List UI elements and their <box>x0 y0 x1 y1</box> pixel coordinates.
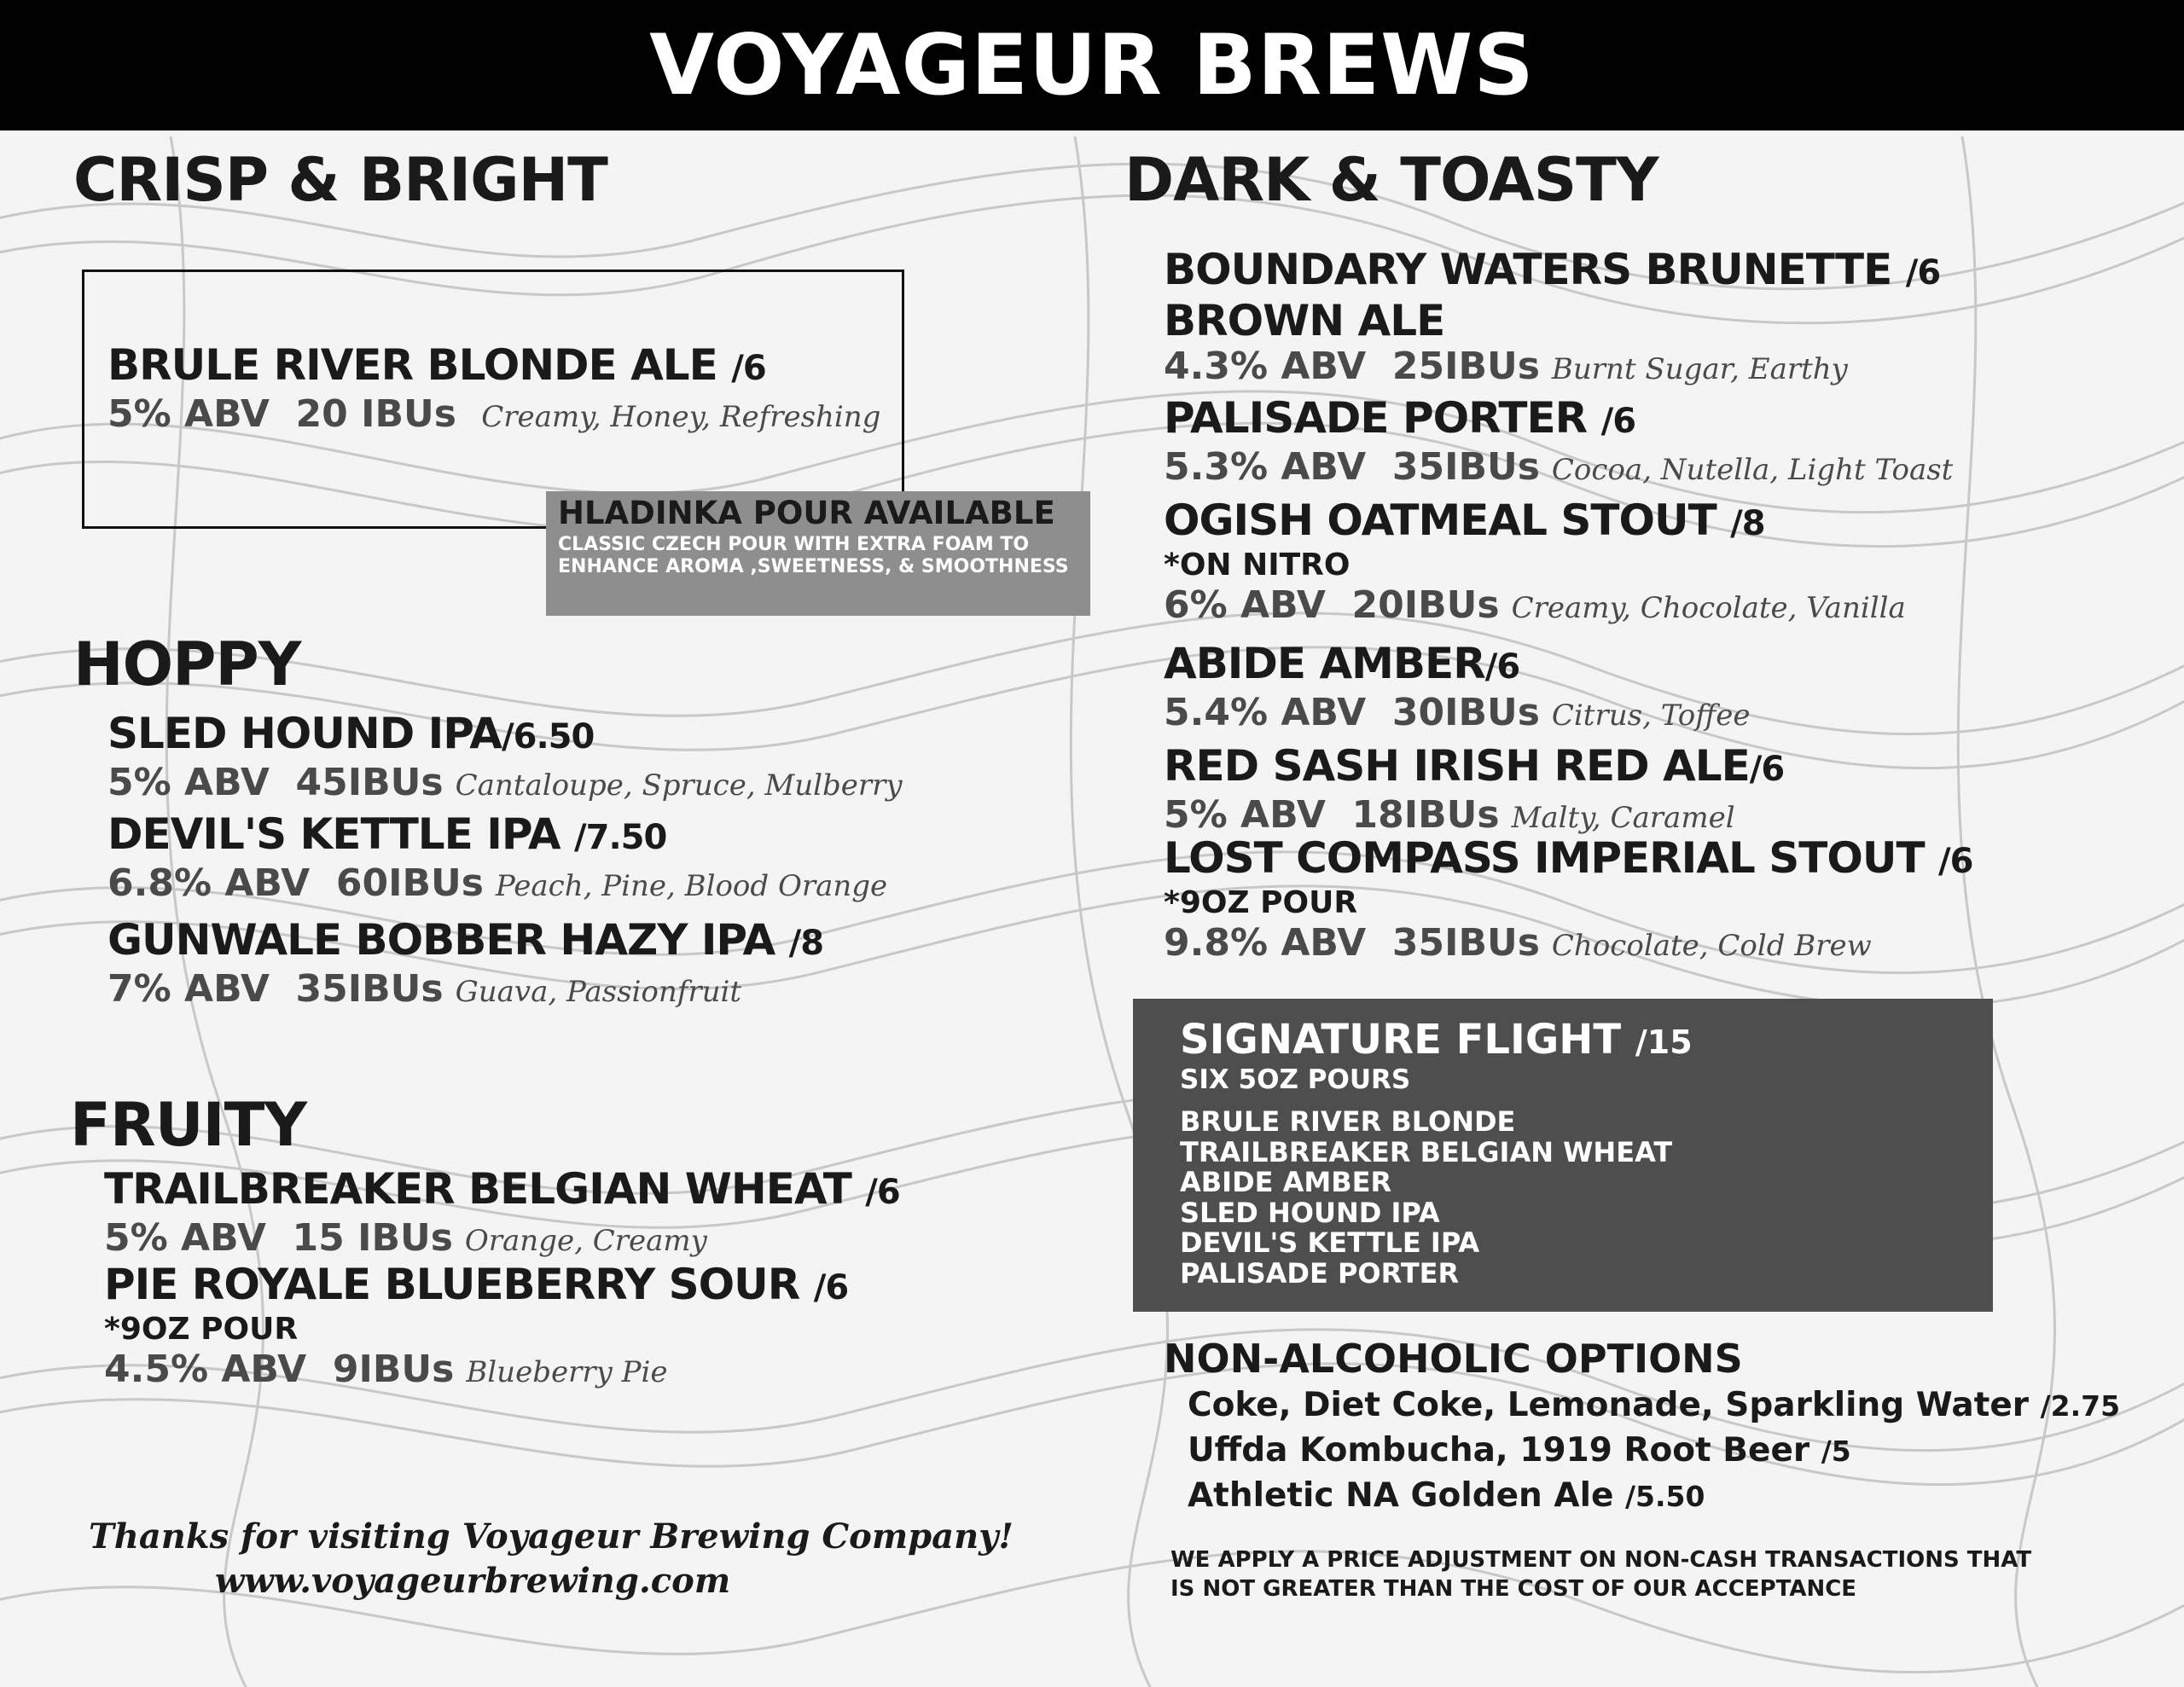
beer-price: /6 <box>813 1268 849 1307</box>
beer-item <box>107 916 823 1014</box>
beer-item <box>107 710 903 808</box>
beer-price: /6 <box>1600 402 1636 441</box>
beer-notes: Creamy, Honey, Refreshing <box>481 400 881 434</box>
beer-name <box>1164 246 1940 297</box>
beer-name-text: BRULE RIVER BLONDE ALE <box>107 340 717 390</box>
flight-item: TRAILBREAKER BELGIAN WHEAT <box>1180 1135 1673 1168</box>
beer-name-text: BOUNDARY WATERS BRUNETTE <box>1164 245 1892 294</box>
beer-subnote: *9OZ POUR <box>104 1312 299 1347</box>
beer-stats <box>104 1348 848 1394</box>
beer-notes: Blueberry Pie <box>466 1355 668 1389</box>
beer-subnote: *ON NITRO <box>1164 548 1350 583</box>
flight-item: SLED HOUND IPA <box>1180 1196 1440 1229</box>
beer-stats <box>1164 921 1972 968</box>
beer-notes: Citrus, Toffee <box>1551 699 1751 733</box>
beer-notes: Orange, Creamy <box>464 1224 707 1258</box>
beer-subnote: *9OZ POUR <box>1164 885 1358 920</box>
beer-abv: 5% ABV <box>107 392 270 436</box>
hladinka-description: CLASSIC CZECH POUR WITH EXTRA FOAM TO ENHANCE AROMA ,SWEETNESS, & SMOOTHNESS <box>558 534 1069 577</box>
beer-ibu: 20IBUs <box>1351 583 1500 627</box>
beer-ibu: 60IBUs <box>335 861 484 905</box>
beer-notes: Creamy, Chocolate, Vanilla <box>1511 591 1906 625</box>
beer-name <box>1164 496 1906 548</box>
flight-title-text: SIGNATURE FLIGHT <box>1180 1016 1622 1064</box>
beer-ibu: 9IBUs <box>332 1348 455 1391</box>
beer-ibu: 35IBUs <box>295 967 444 1011</box>
payment-disclaimer <box>1170 1545 2031 1603</box>
beer-price: /6.50 <box>502 717 595 757</box>
beer-stats <box>107 967 823 1014</box>
na-item <box>1188 1474 2120 1519</box>
beer-abv: 4.5% ABV <box>104 1348 307 1391</box>
thanks-text: Thanks for visiting Voyageur Brewing Company! <box>89 1516 1014 1557</box>
beer-price: /6 <box>1905 253 1941 293</box>
beer-item <box>107 810 887 908</box>
hladinka-callout <box>546 491 1090 616</box>
beer-name-text: OGISH OATMEAL STOUT <box>1164 496 1716 545</box>
beer-name <box>107 341 880 392</box>
beer-notes: Burnt Sugar, Earthy <box>1551 352 1848 386</box>
brand-title: VOYAGEUR BREWS <box>649 16 1535 114</box>
beer-item <box>1164 246 1940 391</box>
beer-stats <box>107 761 903 808</box>
signature-flight-box <box>1133 999 1993 1312</box>
beer-notes: Chocolate, Cold Brew <box>1551 929 1872 963</box>
beer-name-text: PALISADE PORTER <box>1164 393 1588 443</box>
beer-name <box>104 1165 900 1216</box>
beer-ibu: 20 IBUs <box>295 392 456 436</box>
beer-item <box>1164 640 1751 738</box>
beer-abv: 5% ABV <box>104 1216 266 1260</box>
beer-item <box>1164 394 1953 492</box>
beer-item <box>107 341 880 439</box>
beer-name-text: SLED HOUND IPA <box>107 709 502 758</box>
section-title-hoppy: HOPPY <box>73 629 301 699</box>
beer-name <box>1164 742 1784 793</box>
beer-price: /6 <box>1937 842 1973 881</box>
beer-name-text: GUNWALE BOBBER HAZY IPA <box>107 915 775 965</box>
beer-name <box>1164 834 1972 885</box>
beer-name-text: DEVIL'S KETTLE IPA <box>107 809 561 859</box>
beer-item <box>1164 496 1906 630</box>
beer-ibu: 35IBUs <box>1391 921 1540 965</box>
beer-stats <box>1164 691 1751 738</box>
beer-stats <box>1164 345 1940 391</box>
beer-price: /8 <box>1730 504 1765 543</box>
website-text: www.voyageurbrewing.com <box>214 1561 731 1601</box>
na-price: /2.75 <box>2040 1389 2121 1423</box>
beer-notes: Cantaloupe, Spruce, Mulberry <box>455 768 903 803</box>
beer-abv: 5% ABV <box>107 761 270 804</box>
beer-abv: 5.3% ABV <box>1164 445 1367 489</box>
beer-name <box>1164 640 1751 691</box>
non-alcoholic-title: NON-ALCOHOLIC OPTIONS <box>1164 1336 1743 1382</box>
beer-stats <box>107 861 887 908</box>
hladinka-title: HLADINKA POUR AVAILABLE <box>558 495 1055 531</box>
beer-notes: Guava, Passionfruit <box>455 975 742 1009</box>
beer-name <box>1164 394 1953 445</box>
beer-price: /6 <box>1749 750 1785 789</box>
na-item-name: Coke, Diet Coke, Lemonade, Sparkling Water <box>1188 1386 2030 1424</box>
beer-price: /6 <box>1484 647 1520 687</box>
na-item <box>1188 1383 2120 1429</box>
beer-abv: 4.3% ABV <box>1164 345 1367 388</box>
beer-name <box>104 1261 848 1312</box>
beer-name <box>107 710 903 761</box>
beer-notes: Malty, Caramel <box>1511 801 1735 835</box>
beer-ibu: 25IBUs <box>1391 345 1540 388</box>
beer-abv: 6% ABV <box>1164 583 1326 627</box>
flight-title <box>1180 1017 1993 1064</box>
beer-stats <box>104 1216 900 1263</box>
section-title-fruity: FRUITY <box>70 1090 307 1160</box>
beer-abv: 9.8% ABV <box>1164 921 1367 965</box>
beer-price: /6 <box>731 349 766 388</box>
na-item-name: Athletic NA Golden Ale <box>1188 1476 1614 1515</box>
beer-item <box>1164 834 1972 968</box>
beer-abv: 5.4% ABV <box>1164 691 1367 734</box>
beer-name <box>107 810 887 861</box>
beer-name-line2: BROWN ALE <box>1164 296 1445 345</box>
flight-item: ABIDE AMBER <box>1180 1166 1392 1198</box>
beer-price: /7.50 <box>574 818 667 857</box>
beer-item <box>1164 742 1784 840</box>
disclaimer-line1: WE APPLY A PRICE ADJUSTMENT ON NON-CASH TRANSACTIONS THAT <box>1170 1547 2032 1573</box>
na-price: /5 <box>1821 1435 1851 1468</box>
flight-item: DEVIL'S KETTLE IPA <box>1180 1226 1480 1259</box>
flight-subtitle: SIX 5OZ POURS <box>1180 1064 1411 1095</box>
flight-item: BRULE RIVER BLONDE <box>1180 1105 1516 1138</box>
na-item-name: Uffda Kombucha, 1919 Root Beer <box>1188 1431 1810 1470</box>
section-title-dark: DARK & TOASTY <box>1124 145 1658 215</box>
beer-ibu: 15 IBUs <box>292 1216 453 1260</box>
section-title-crisp: CRISP & BRIGHT <box>73 145 607 215</box>
beer-item <box>104 1165 900 1263</box>
beer-name-text: ABIDE AMBER <box>1164 639 1485 688</box>
header-bar <box>0 0 2184 130</box>
beer-ibu: 35IBUs <box>1391 445 1540 489</box>
beer-abv: 7% ABV <box>107 967 270 1011</box>
beer-price: /8 <box>788 924 824 963</box>
beer-abv: 5% ABV <box>1164 793 1326 837</box>
beer-name-text: PIE ROYALE BLUEBERRY SOUR <box>104 1260 800 1309</box>
beer-ibu: 18IBUs <box>1351 793 1500 837</box>
beer-stats <box>1164 445 1953 492</box>
flight-item: PALISADE PORTER <box>1180 1256 1460 1290</box>
beer-name-text: TRAILBREAKER BELGIAN WHEAT <box>104 1164 851 1214</box>
beer-notes: Cocoa, Nutella, Light Toast <box>1551 453 1954 487</box>
beer-name-text: LOST COMPASS IMPERIAL STOUT <box>1164 833 1925 883</box>
disclaimer-line2: IS NOT GREATER THAN THE COST OF OUR ACCEPTANCE <box>1170 1576 1857 1602</box>
beer-ibu: 30IBUs <box>1391 691 1540 734</box>
beer-ibu: 45IBUs <box>295 761 444 804</box>
footer-thanks <box>89 1515 1014 1603</box>
beer-abv: 6.8% ABV <box>107 861 311 905</box>
beer-stats <box>1164 583 1906 630</box>
beer-price: /6 <box>865 1173 900 1212</box>
beer-name-text: RED SASH IRISH RED ALE <box>1164 741 1750 791</box>
beer-name <box>107 916 823 967</box>
beer-stats <box>107 392 880 439</box>
flight-price: /15 <box>1635 1023 1693 1061</box>
na-price: /5.50 <box>1624 1480 1705 1513</box>
beer-notes: Peach, Pine, Blood Orange <box>495 869 888 903</box>
non-alcoholic-list <box>1188 1383 2120 1519</box>
na-item <box>1188 1429 2120 1474</box>
beer-item <box>104 1261 848 1394</box>
